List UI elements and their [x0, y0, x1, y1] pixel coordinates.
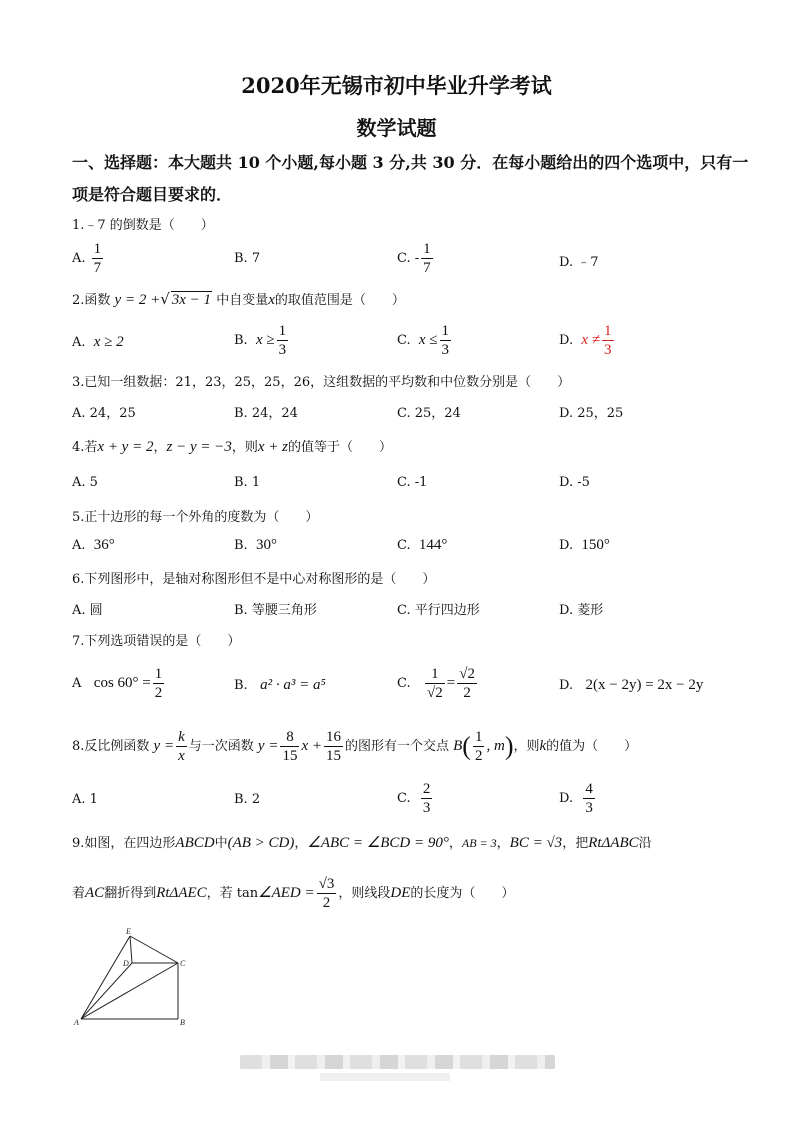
- numerator: k: [178, 729, 185, 745]
- numerator: 1: [474, 729, 483, 745]
- q2-suffix: 的取值范围是（ ）: [274, 293, 405, 308]
- geometry-figure: [68, 925, 198, 1030]
- sqrt-icon: √: [160, 290, 170, 308]
- blurred-watermark-2: [320, 1073, 450, 1081]
- label-b: B: [180, 1018, 185, 1027]
- option-label: C.: [397, 791, 411, 806]
- fraction: [277, 322, 289, 359]
- q9-comma: ，: [294, 836, 308, 851]
- numerator: 16: [325, 729, 341, 745]
- option-label: B.: [234, 333, 248, 348]
- q8-m: , m: [486, 738, 505, 754]
- fraction: [421, 780, 433, 817]
- page-subtitle: 数学试题: [356, 116, 437, 140]
- q5-option-b: [234, 537, 277, 554]
- option-label: B.: [234, 678, 248, 693]
- denominator: 2: [322, 895, 331, 911]
- option-label: A.: [72, 251, 86, 266]
- denominator: 7: [93, 260, 102, 276]
- q7-option-d: [559, 677, 703, 694]
- numerator: 1: [154, 666, 163, 682]
- option-label: C. -: [397, 251, 420, 266]
- numerator: 8: [280, 728, 299, 747]
- denominator: 3: [441, 342, 450, 358]
- denominator: 3: [604, 342, 612, 358]
- q4-equation-2: z − y = −3: [166, 439, 232, 455]
- q9-prefix: 9.如图，在四边形: [72, 836, 176, 851]
- option-value: 36°: [93, 537, 115, 553]
- option-label: D.: [559, 538, 574, 553]
- question-5: 5.正十边形的每一个外角的度数为（ ）: [72, 510, 319, 525]
- question-1: 1.﹣7 的倒数是（ ）: [72, 218, 214, 233]
- option-label: D.: [559, 678, 574, 693]
- q7-option-a: [72, 665, 166, 702]
- q9-de: DE: [390, 885, 411, 901]
- q7-option-b: [234, 677, 326, 694]
- denominator: 3: [422, 800, 431, 816]
- numerator: √2: [459, 666, 475, 682]
- numerator: √3: [318, 876, 335, 892]
- label-a: A: [74, 1018, 79, 1027]
- q4-option-a: A. 5: [72, 475, 98, 490]
- q4-option-b: B. 1: [234, 475, 261, 490]
- left-paren-icon: (: [462, 731, 471, 761]
- fraction: [280, 728, 299, 765]
- q1-option-b: B. 7: [234, 251, 261, 266]
- q1-option-d: D. ﹣7: [559, 255, 599, 270]
- q4-suffix: 的值等于（ ）: [288, 440, 393, 455]
- fraction: [457, 665, 477, 702]
- q2-option-a: [72, 334, 124, 351]
- equals-sign: =: [446, 675, 456, 691]
- denominator: 2: [474, 748, 483, 764]
- q4-expression: x + z: [257, 439, 288, 455]
- fraction: [176, 728, 187, 765]
- q8-option-b: B. 2: [234, 792, 261, 807]
- option-label: D.: [559, 333, 574, 348]
- denominator: √2: [427, 685, 443, 701]
- q9-suffix: 沿: [638, 836, 652, 851]
- q9-middle: ，把: [562, 836, 589, 851]
- q5-option-c: [397, 537, 447, 554]
- q8-y2: y =: [257, 738, 279, 754]
- numerator: 2: [422, 781, 431, 797]
- numerator: 1: [604, 323, 612, 339]
- q9-abcd: ABCD: [175, 835, 215, 851]
- option-label: A.: [72, 335, 86, 350]
- q8-option-c: [397, 780, 434, 817]
- q2-variable: x: [268, 292, 275, 308]
- q9-angle: ∠AED =: [258, 885, 315, 901]
- option-math: cos 60° =: [93, 675, 151, 691]
- q2-option-b: [234, 322, 290, 359]
- denominator: 2: [154, 685, 163, 701]
- denominator: 2: [463, 685, 471, 701]
- q9-l2-prefix: 着: [72, 886, 86, 901]
- option-math: a² · a³ = a⁵: [260, 677, 326, 693]
- option-math: x ≠: [581, 332, 600, 348]
- numerator: 1: [93, 241, 102, 257]
- q2-option-c: [397, 322, 453, 359]
- denominator: 15: [325, 748, 341, 764]
- numerator: 1: [278, 323, 287, 339]
- fraction: [324, 728, 343, 765]
- q9-l2-tan: ，若 tan: [206, 886, 259, 901]
- q8-y1: y =: [153, 738, 175, 754]
- q9-l2-middle: 翻折得到: [104, 886, 157, 901]
- option-label: C.: [397, 538, 411, 553]
- q8-middle-3: ，则: [513, 739, 540, 754]
- fraction: [602, 322, 614, 359]
- q3-option-a: A. 24，25: [72, 406, 136, 421]
- page-title: 2020年无锡市初中毕业升学考试: [241, 73, 552, 98]
- option-label: C.: [397, 333, 411, 348]
- q1-option-c: [397, 240, 435, 277]
- question-9-line1: 9.如图，在四边形ABCD中(AB > CD)，∠ABC = ∠BCD = 90°，AB = 3，BC = √3，把RtΔABC沿: [72, 835, 652, 851]
- question-4: [72, 436, 392, 456]
- question-3: 3.已知一组数据：21，23，25，25，26，这组数据的平均数和中位数分别是（ ）: [72, 375, 571, 390]
- q9-condition: (AB > CD): [227, 835, 295, 851]
- q2-function: y = 2 +: [114, 292, 161, 308]
- point-b: B: [453, 738, 463, 754]
- q8-x-plus: x +: [301, 738, 322, 754]
- denominator: 7: [423, 260, 431, 276]
- fraction: [92, 240, 104, 277]
- q2-prefix: 2.函数: [72, 293, 111, 308]
- q9-l2-middle-3: ，则线段: [338, 886, 391, 901]
- q6-option-b: B. 等腰三角形: [234, 603, 317, 618]
- q9-angles: ∠ABC = ∠BCD = 90°: [307, 835, 449, 851]
- q8-suffix: 的值为（ ）: [546, 739, 638, 754]
- fraction: [317, 875, 337, 912]
- q4-prefix: 4.若: [72, 440, 98, 455]
- section-heading-line1: 一、选择题：本大题共 10 个小题,每小题 3 分,共 30 分．在每小题给出的四个选项中，只有一: [72, 153, 749, 172]
- q8-k: k: [539, 738, 547, 754]
- option-label: B.: [234, 538, 248, 553]
- option-math: x ≥: [255, 332, 275, 348]
- right-paren-icon: ): [504, 731, 514, 761]
- numerator: 4: [585, 781, 593, 797]
- q9-zh: 中: [214, 836, 228, 851]
- q9-ab: AB = 3: [461, 836, 497, 850]
- q2-radicand: 3x − 1: [171, 292, 212, 308]
- denominator: 15: [282, 748, 298, 764]
- q3-option-b: B. 24，24: [234, 406, 298, 421]
- q6-option-c: C. 平行四边形: [397, 603, 480, 618]
- option-label: A: [72, 676, 82, 691]
- fraction: [473, 728, 485, 765]
- label-d: D: [123, 959, 129, 968]
- q6-option-a: A. 圆: [72, 603, 103, 618]
- option-value: 144°: [418, 537, 448, 553]
- q2-option-d: [559, 322, 616, 359]
- option-label: D.: [559, 791, 574, 806]
- q5-option-a: [72, 537, 115, 554]
- q8-middle-1: 与一次函数: [188, 739, 254, 754]
- q9-triangle: RtΔABC: [588, 835, 639, 851]
- option-math: x ≥ 2: [93, 334, 124, 350]
- label-e: E: [126, 927, 131, 936]
- q8-option-d: [559, 780, 597, 817]
- question-6: 6.下列图形中，是轴对称图形但不是中心对称图形的是（ ）: [72, 572, 436, 587]
- option-label: A.: [72, 538, 86, 553]
- fraction: [421, 240, 433, 277]
- q4-equation-1: x + y = 2: [97, 439, 154, 455]
- q8-prefix: 8.反比例函数: [72, 739, 150, 754]
- question-2: [72, 289, 405, 309]
- q9-ac: AC: [85, 885, 105, 901]
- question-9-line2: [72, 875, 514, 912]
- question-8: [72, 728, 637, 765]
- q5-option-d: [559, 537, 610, 554]
- q6-option-d: D. 菱形: [559, 603, 604, 618]
- denominator: 3: [278, 342, 287, 358]
- blurred-watermark: [240, 1055, 555, 1069]
- denominator: 3: [585, 800, 593, 816]
- section-heading-line2: 项是符合题目要求的．: [72, 185, 233, 204]
- q9-l2-suffix: 的长度为（ ）: [410, 886, 515, 901]
- q3-option-c: C. 25，24: [397, 406, 461, 421]
- q3-option-d: D. 25，25: [559, 406, 624, 421]
- q9-triangle-2: RtΔAEC: [156, 885, 207, 901]
- q7-option-c: [397, 665, 479, 702]
- q4-separator: ，: [153, 440, 167, 455]
- option-math: x ≤: [418, 332, 438, 348]
- numerator: 1: [441, 323, 450, 339]
- q8-middle-2: 的图形有一个交点: [344, 739, 449, 754]
- question-7: 7.下列选项错误的是（ ）: [72, 634, 241, 649]
- option-value: 30°: [255, 537, 277, 553]
- numerator: 1: [425, 665, 445, 684]
- option-math: 2(x − 2y) = 2x − 2y: [585, 677, 704, 693]
- fraction: [153, 665, 165, 702]
- q8-option-a: A. 1: [72, 792, 98, 807]
- option-label: C.: [397, 676, 411, 691]
- q1-option-a: [72, 240, 105, 277]
- q4-option-c: C. -1: [397, 475, 428, 490]
- numerator: 1: [423, 241, 431, 257]
- fraction: [425, 665, 445, 702]
- fraction: [583, 780, 595, 817]
- q4-middle: ，则: [231, 440, 258, 455]
- option-value: 150°: [581, 537, 610, 553]
- fraction: [440, 322, 452, 359]
- q2-middle: 中自变量: [216, 293, 269, 308]
- q4-option-d: D. -5: [559, 475, 590, 490]
- q9-bc: BC = √3: [509, 835, 563, 851]
- label-c: C: [180, 959, 186, 968]
- denominator: x: [178, 748, 185, 764]
